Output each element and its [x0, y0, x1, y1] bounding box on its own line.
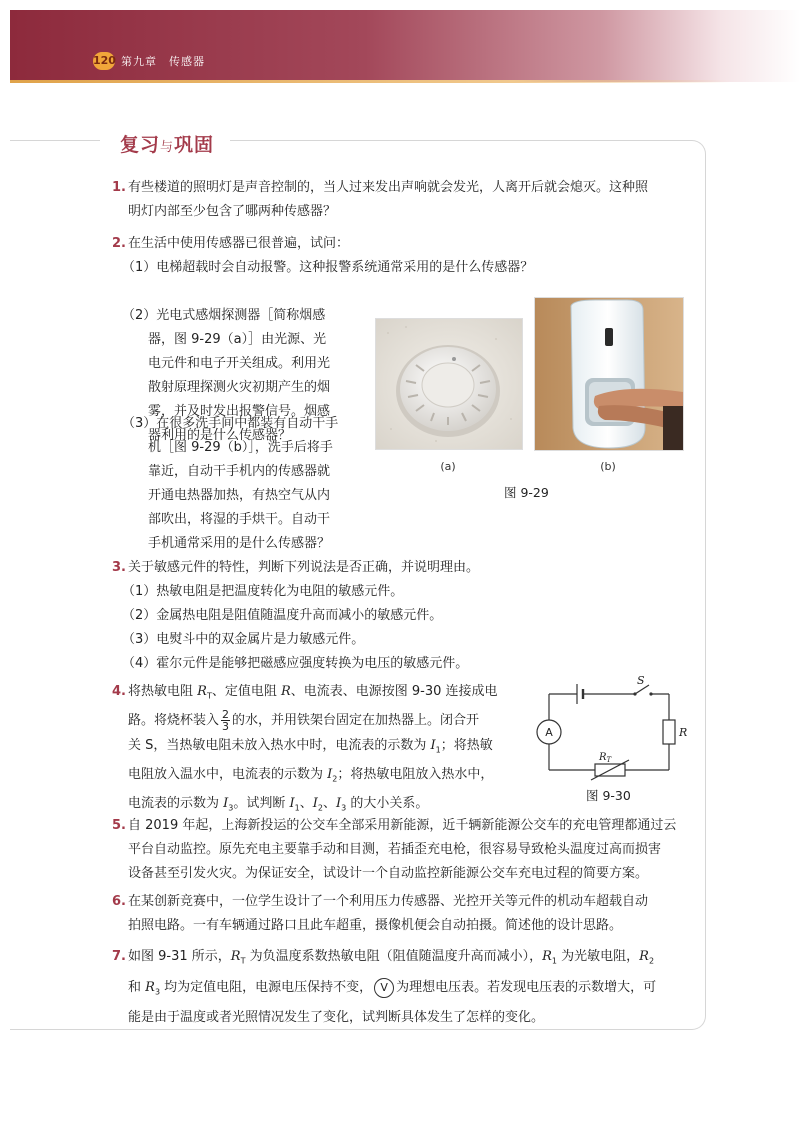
- figure-9-29-label: 图 9-29: [504, 485, 549, 500]
- q2-part-1: （1）电梯超载时会自动报警。这种报警系统通常采用的是什么传感器？: [122, 260, 534, 275]
- thermistor-label: $R_T$: [599, 752, 612, 764]
- question-5: 5. 自 2019 年起，上海新投运的公交车全部采用新能源，近千辆新能源公交车的充电管理都通过云 平台自动监控。原先充电主要靠手动和目测，若插歪充电枪，很容易导致枪头温度过高而损害 设备甚至引发火灾。为保证安全，试设计一个自动监控新能源公交车充电过程的简要方案。: [112, 818, 677, 881]
- question-2: 2. 在生活中使用传感器已很普遍，试问： （1）电梯超载时会自动报警。这种报警系统通常采用的是什么传感器？: [128, 232, 688, 280]
- figure-9-30-label: 图 9-30: [586, 788, 631, 803]
- question-1: 1. 有些楼道的照明灯是声音控制的，当人过来发出声响就会发光，人离开后就会熄灭。这种照 明灯内部至少包含了哪两种传感器？: [112, 180, 649, 219]
- chapter-title: 第九章 传感器: [121, 55, 205, 68]
- question-2-part-2: （2）光电式感烟探测器［简称烟感 器，图 9-29（a）］由光源、光 电元件和电子开关组成。利用光 散射原理探测火灾初期产生的烟 雾，并及时发出报警信号。烟感 器利用的是什么传感器？: [122, 308, 331, 443]
- question-4: 4. 将热敏电阻 $R_T$、定值电阻 R、电流表、电源按图 9-30 连接成电 路。将烧杯装入 $\frac{2}{3}$ 的水，并用铁架台固定在加热器上。闭合开 关 S，当热敏电阻未放入热水中时，电流表的示数为 $I_1$；将热敏 电阻放入温水中，电流表的示数为 $I_2$；将热敏电阻放入热水中， 电流表的示数为 $I_3$。试判断 $I_1$、$I_2$、$I_3$ 的大小关系。: [112, 684, 498, 813]
- question-6: 6. 在某创新竞赛中，一位学生设计了一个利用压力传感器、光控开关等元件的机动车超载自动 拍照电路。一有车辆通过路口且此车超重，摄像机便会自动拍摄。简述他的设计思路。: [112, 894, 649, 933]
- smoke-detector-photo: [375, 318, 523, 450]
- resistor-r: [663, 720, 675, 744]
- voltmeter-symbol: V: [374, 978, 394, 998]
- hand-dryer-photo: [534, 297, 684, 451]
- switch-label: S: [637, 674, 645, 687]
- chapter-banner: [10, 10, 800, 82]
- question-7: 7. 如图 9-31 所示，$R_T$ 为负温度系数热敏电阻（阻值随温度升高而减小），$R_1$ 为光敏电阻，$R_2$ 和 $R_3$ 均为定值电阻，电源电压保持不变， V 为理想电压表。若发现电压表的示数增大，可 能是由于温度或者光照情况发生了变化，试判断具体发生了怎样的变化。: [112, 949, 657, 1026]
- page-number: 120: [93, 52, 115, 70]
- circuit-diagram: [525, 672, 695, 782]
- caption-b: (b): [600, 460, 616, 473]
- ammeter-label: A: [545, 726, 553, 739]
- banner-divider: [10, 80, 730, 83]
- question-2-part-3: （3）在很多洗手间中都装有自动干手 机［图 9-29（b）］，洗手后将手 靠近，自动干手机内的传感器就 开通电热器加热，有热空气从内 部吹出，将湿的手烘干。自动干 手机通常采用的是什么传感器？: [122, 416, 339, 551]
- resistor-label: R: [679, 726, 688, 739]
- question-3: 3. 关于敏感元件的特性，判断下列说法是否正确，并说明理由。 （1）热敏电阻是把温度转化为电阻的敏感元件。 （2）金属热电阻是阻值随温度升高而减小的敏感元件。 （3）电熨斗中的双金属片是力敏感元件。 （4）霍尔元件是能够把磁感应强度转换为电压的敏感元件。: [112, 560, 480, 671]
- caption-a: (a): [440, 460, 456, 473]
- section-title: 复习与巩固: [120, 134, 215, 156]
